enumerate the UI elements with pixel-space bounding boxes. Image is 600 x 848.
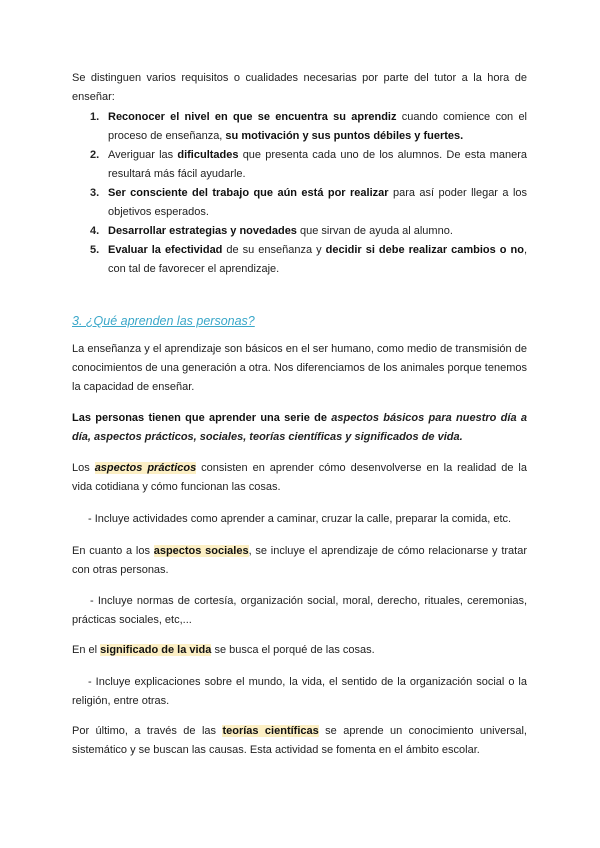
list-item [72, 241, 527, 279]
paragraph-6 [72, 722, 527, 760]
paragraph-text: Por último, a través de las [72, 725, 223, 737]
section-heading: 3. ¿Qué aprenden las personas? [72, 314, 255, 328]
paragraph-text: La enseñanza y el aprendizaje son básicos en el ser humano, como medio de transmisión de conocimientos de una generación a otra. Nos diferenciamos de los animales porque tenemos la capacidad de enseñar. [72, 343, 527, 393]
list-item [72, 108, 527, 146]
item-number: 1. [90, 111, 100, 123]
section-heading-wrap [72, 312, 527, 332]
item-bold: dificultades [177, 149, 239, 161]
item-text: que sirvan de ayuda al alumno. [296, 225, 453, 237]
item-number: 4. [90, 225, 100, 237]
highlighted-term: aspectos sociales [153, 545, 249, 557]
item-bold: Desarrollar estrategias y novedades [108, 225, 297, 237]
paragraph-text: se aprende un conocimiento universal, sistemático y se buscan las causas. Esta actividad se fomenta en el ámbito escolar. [72, 725, 527, 756]
item-bold: Evaluar la efectividad [108, 244, 223, 256]
sub-text: - Incluye normas de cortesía, organización social, moral, derecho, rituales, ceremonias, prácticas sociales, etc,... [72, 595, 527, 626]
paragraph-5-sub [72, 673, 527, 711]
intro-paragraph [72, 69, 527, 107]
list-item [72, 146, 527, 184]
paragraph-3-sub [88, 510, 528, 529]
item-number: 3. [90, 187, 100, 199]
paragraph-text: En el [72, 644, 101, 656]
highlighted-term: aspectos prácticos [94, 462, 197, 474]
sub-text: - Incluye actividades como aprender a caminar, cruzar la calle, preparar la comida, etc. [88, 513, 512, 525]
item-text: cuando comience con el proceso de enseñanza, [108, 111, 528, 142]
paragraph-text: se busca el porqué de las cosas. [211, 644, 375, 656]
item-bold: Reconocer el nivel en que se encuentra su aprendiz [108, 111, 397, 123]
item-text: para así poder llegar a los objetivos esperados. [108, 187, 528, 218]
paragraph-2 [72, 409, 527, 447]
paragraph-3 [72, 459, 527, 497]
paragraph-bold-italic: aspectos básicos para nuestro día a día, aspectos prácticos, sociales, teorías científicas y significados de vida. [72, 412, 527, 443]
list-item [72, 184, 527, 222]
item-number: 5. [90, 244, 100, 256]
paragraph-bold: Las personas tienen que aprender una serie de [72, 412, 332, 424]
paragraph-text: , se incluye el aprendizaje de cómo relacionarse y tratar con otras personas. [72, 545, 527, 576]
highlighted-term: significado de la vida [100, 644, 212, 656]
highlighted-term: teorías científicas [222, 725, 319, 737]
sub-text: - Incluye explicaciones sobre el mundo, la vida, el sentido de la organización social o la religión, entre otras. [72, 676, 527, 707]
item-text: Averiguar las [108, 149, 178, 161]
requirements-list [72, 108, 527, 279]
paragraph-1 [72, 340, 527, 397]
paragraph-text: En cuanto a los [72, 545, 154, 557]
paragraph-text: consisten en aprender cómo desenvolverse en la realidad de la vida cotidiana y cómo funcionan las cosas. [72, 462, 527, 493]
paragraph-text: Los [72, 462, 95, 474]
item-bold: decidir si debe realizar cambios o no [325, 244, 524, 256]
item-text: de su enseñanza y [222, 244, 326, 256]
item-number: 2. [90, 149, 100, 161]
paragraph-4-sub [72, 592, 527, 630]
item-text: que presenta cada uno de los alumnos. De esta manera resultará más fácil ayudarle. [108, 149, 527, 180]
item-text: , con tal de favorecer el aprendizaje. [108, 244, 527, 275]
item-bold: Ser consciente del trabajo que aún está por realizar [108, 187, 389, 199]
list-item [72, 222, 527, 241]
paragraph-4 [72, 542, 527, 580]
intro-text: Se distinguen varios requisitos o cualidades necesarias por parte del tutor a la hora de enseñar: [72, 72, 527, 103]
paragraph-5 [72, 641, 527, 660]
item-bold: su motivación y sus puntos débiles y fuertes. [225, 130, 464, 142]
